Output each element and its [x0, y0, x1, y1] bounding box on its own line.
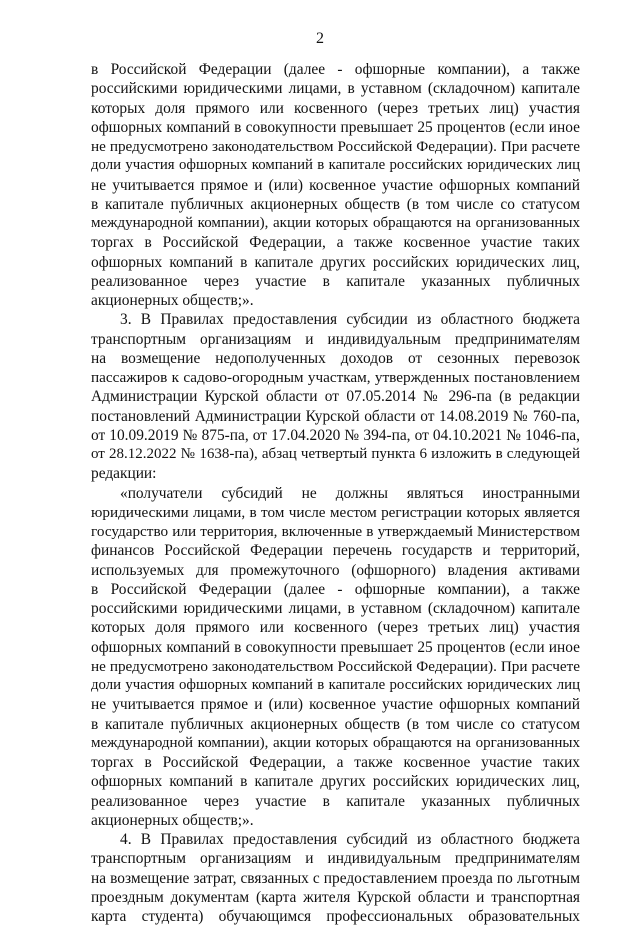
- text-line: которых доля прямого или косвенного (через третьих лиц) участия: [91, 99, 580, 117]
- text-line: от 10.09.2019 № 875-па, от 17.04.2020 № 394-па, от 04.10.2021 № 1046-па,: [91, 426, 580, 444]
- text-line: международной компании), акции которых обращаются на организованных: [91, 734, 580, 751]
- text-line: российскими юридическими лицами, в уставном (складочном) капитале: [91, 80, 580, 98]
- text-line: офшорных компаний в капитале других российских юридических лиц,: [91, 253, 580, 271]
- text-line: в капитале публичных акционерных обществ (в том числе со статусом: [91, 715, 580, 733]
- text-line: Администрации Курской области от 07.05.2014 № 296-па (в редакции: [91, 388, 580, 406]
- text-line: в Российской Федерации (далее - офшорные компании), а также: [91, 61, 580, 78]
- text-line: офшорных компаний в совокупности превышает 25 процентов (если иное: [91, 638, 580, 656]
- text-line: не предусмотрено законодательством Российской Федерации). При расчете: [91, 657, 580, 675]
- text-line: в капитале публичных акционерных обществ (в том числе со статусом: [91, 195, 580, 213]
- document-body: [91, 60, 580, 926]
- text-line: акционерных обществ;».: [91, 292, 254, 309]
- text-line: торгах в Российской Федерации, а также косвенное участие таких: [91, 754, 580, 771]
- text-line: международной компании), акции которых обращаются на организованных: [91, 215, 580, 231]
- text-line: «получатели субсидий не должны являться иностранными: [120, 484, 580, 502]
- text-line: на возмещение затрат, связанных с предоставлением проезда по льготным: [91, 869, 580, 887]
- page-number: 2: [316, 30, 324, 47]
- text-line: которых доля прямого или косвенного (через третьих лиц) участия: [91, 619, 580, 637]
- text-line: не предусмотрено законодательством Российской Федерации). При расчете: [91, 138, 580, 155]
- text-line: юридическими лицами, в том числе местом регистрации которых является: [91, 503, 580, 521]
- text-line: офшорных компаний в капитале других российских юридических лиц,: [91, 773, 580, 791]
- text-line: доли участия офшорных компаний в капитале российских юридических лиц: [91, 157, 580, 174]
- text-line: в Российской Федерации (далее - офшорные компании), а также: [91, 580, 580, 598]
- text-line: от 28.12.2022 № 1638-па), абзац четвертый пункта 6 изложить в следующей: [91, 446, 580, 462]
- text-line: торгах в Российской Федерации, а также косвенное участие таких: [91, 234, 580, 252]
- text-line: не учитывается прямое и (или) косвенное участие офшорных компаний: [91, 696, 580, 714]
- text-line: доли участия офшорных компаний в капитале российских юридических лиц: [91, 677, 580, 693]
- text-line: используемых для промежуточного (офшорного) владения активами: [91, 561, 580, 579]
- text-line: пассажиров к садово-огородным участкам, утвержденных постановлением: [91, 369, 580, 386]
- text-line: реализованное через участие в капитале указанных публичных: [91, 792, 580, 810]
- text-line: российскими юридическими лицами, в уставном (складочном) капитале: [91, 600, 580, 617]
- text-line: постановлений Администрации Курской области от 14.08.2019 № 760-па,: [91, 407, 580, 425]
- text-line: карта студента) обучающимся профессиональных образовательных: [91, 908, 580, 925]
- text-line: на возмещение недополученных доходов от сезонных перевозок: [91, 349, 580, 367]
- text-line: проездным документам (карта жителя Курской области и транспортная: [91, 888, 580, 906]
- text-line: транспортным организациям и индивидуальным предпринимателям: [91, 850, 580, 868]
- text-line: транспортным организациям и индивидуальным предпринимателям: [91, 330, 580, 348]
- text-line: редакции:: [91, 465, 157, 483]
- text-line: офшорных компаний в совокупности превышает 25 процентов (если иное: [91, 118, 580, 136]
- text-line: реализованное через участие в капитале указанных публичных: [91, 272, 580, 290]
- text-line: 3. В Правилах предоставления субсидии из областного бюджета: [120, 311, 580, 329]
- text-line: не учитывается прямое и (или) косвенное участие офшорных компаний: [91, 176, 580, 194]
- text-line: 4. В Правилах предоставления субсидий из областного бюджета: [120, 831, 580, 848]
- text-line: финансов Российской Федерации перечень государств и территорий,: [91, 542, 580, 560]
- text-line: акционерных обществ;».: [91, 811, 254, 829]
- text-line: государство или территория, включенные в утверждаемый Министерством: [91, 523, 580, 540]
